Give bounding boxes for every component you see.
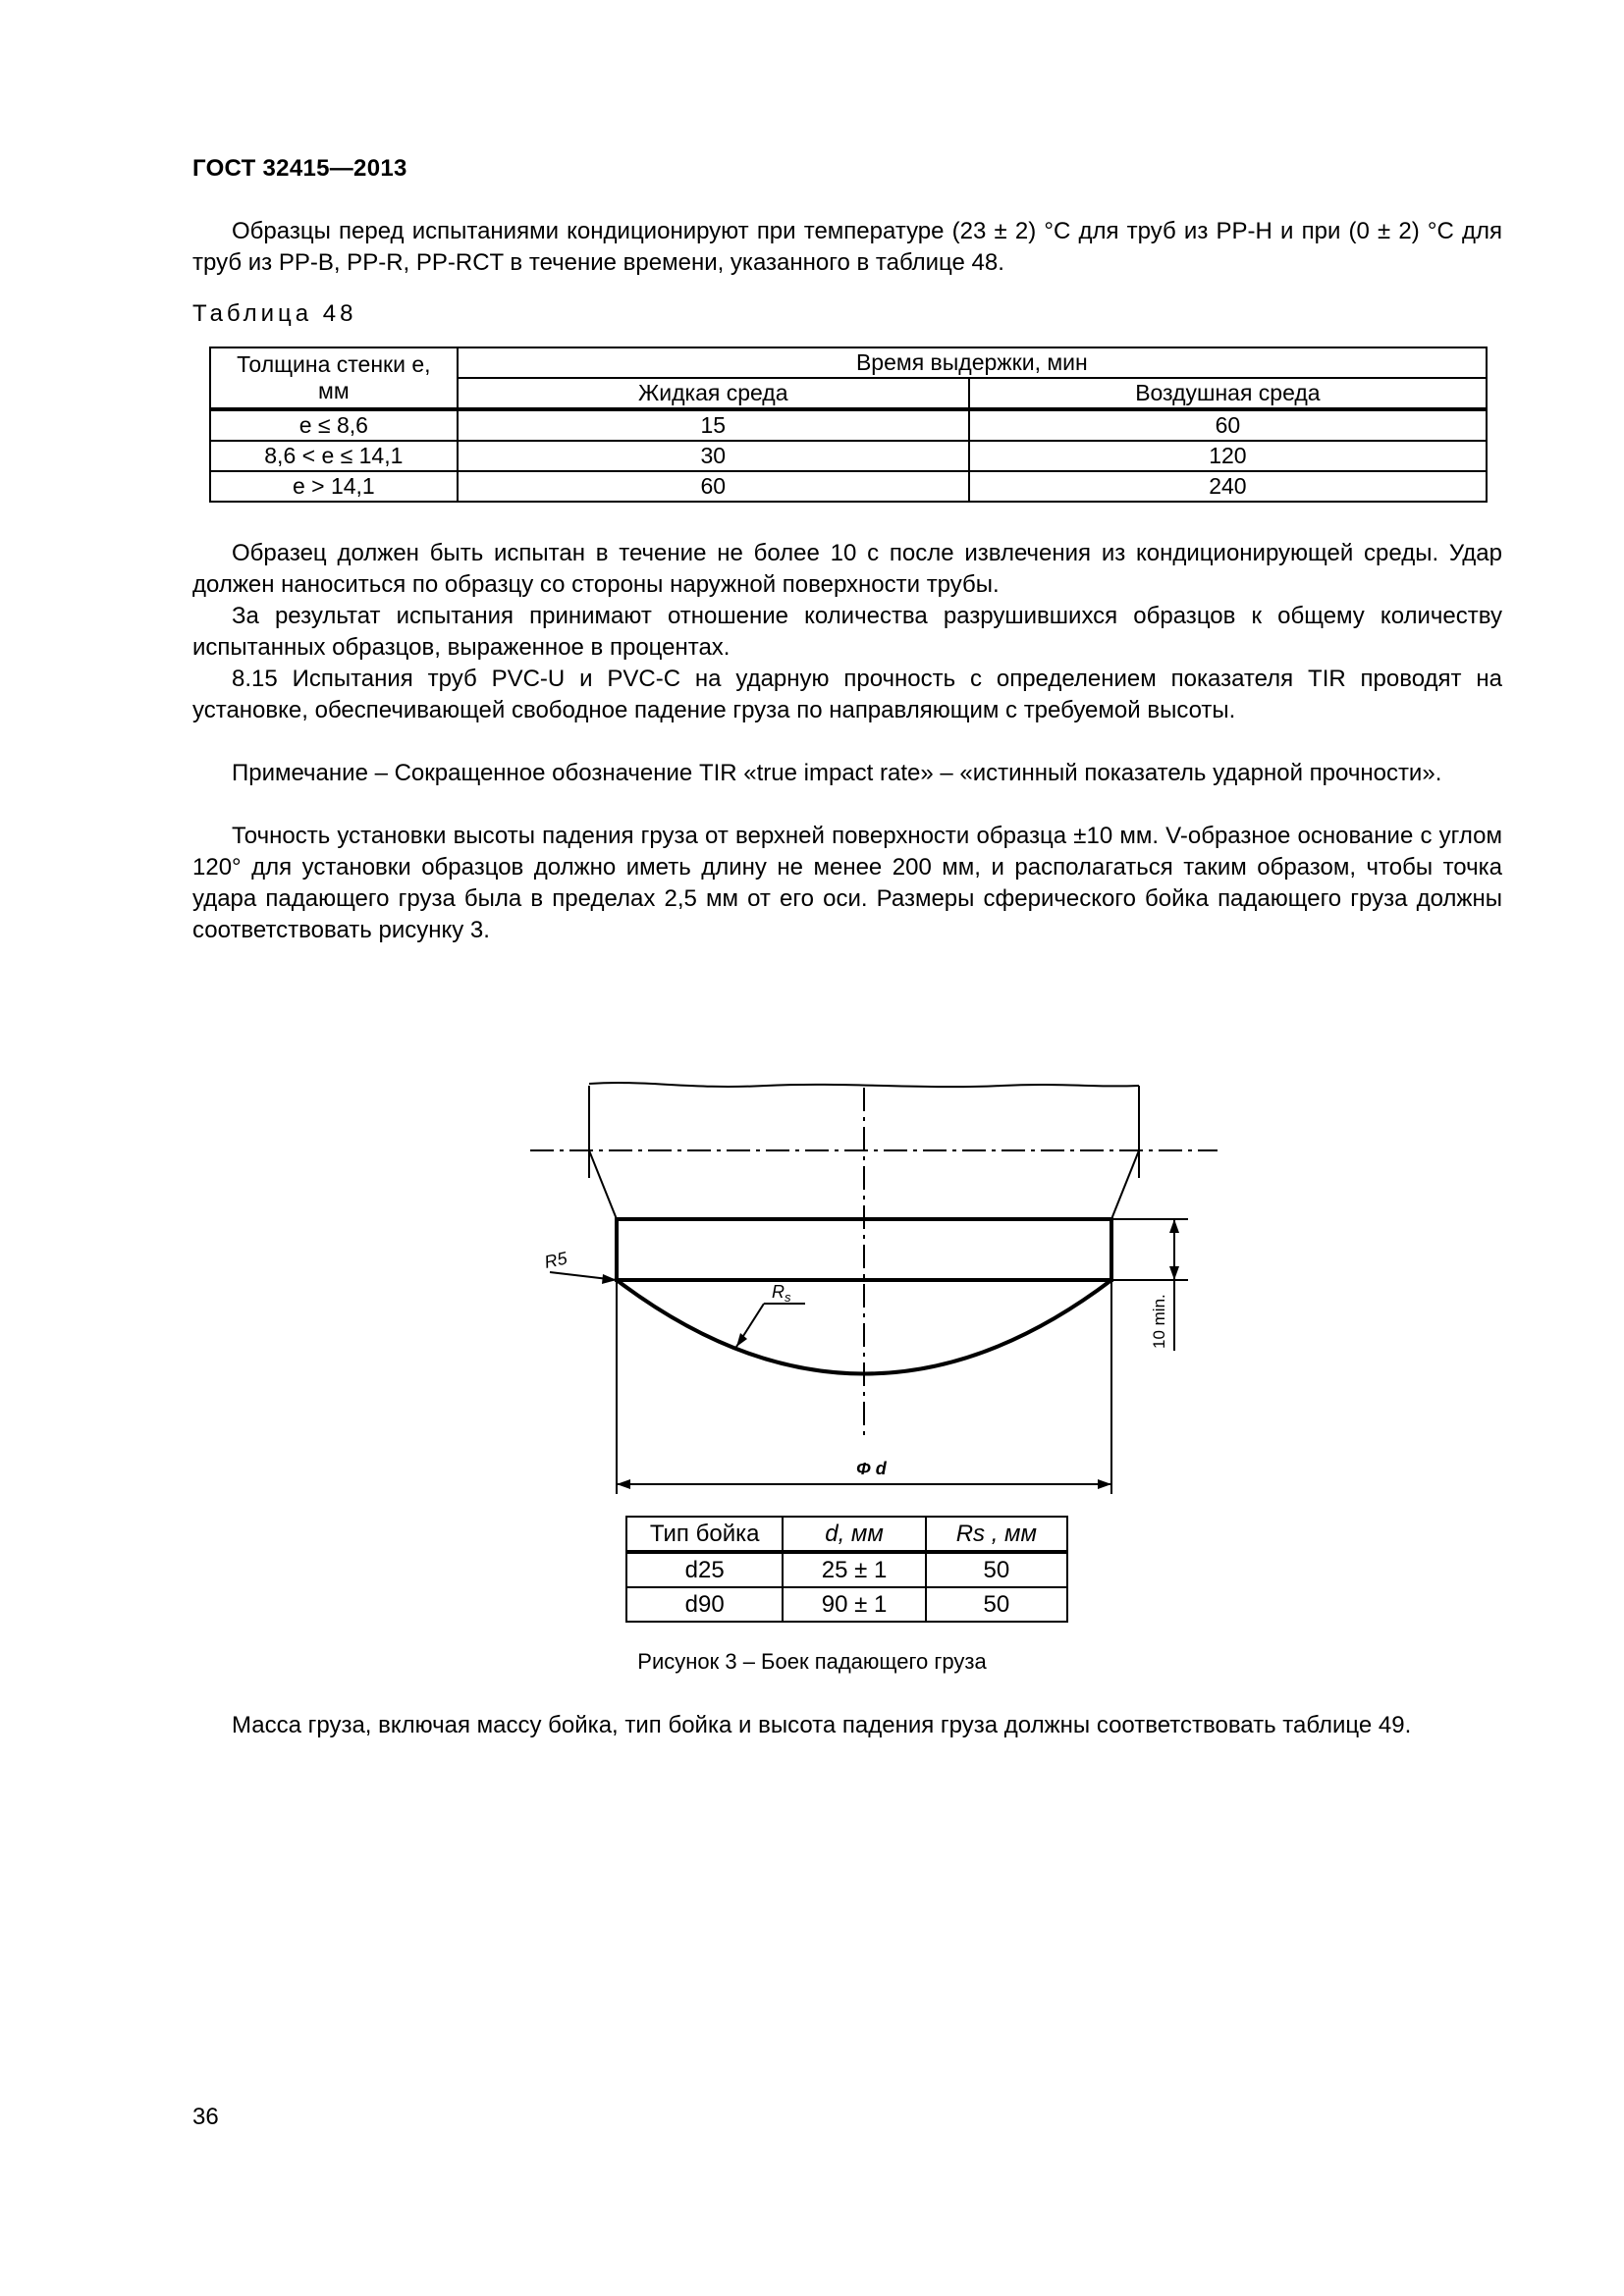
striker-type-cell: d25 <box>626 1552 783 1587</box>
liquid-cell: 60 <box>458 471 969 502</box>
table-row <box>626 1552 1067 1587</box>
thickness-cell: е ≤ 8,6 <box>210 409 458 441</box>
striker-type-header: Тип бойка <box>626 1517 783 1552</box>
table-row <box>210 409 1487 441</box>
rs-label-main: R <box>772 1282 785 1302</box>
striker-types-table <box>625 1516 1068 1623</box>
r5-label: R5 <box>542 1248 569 1272</box>
taper-left <box>589 1150 617 1219</box>
break-line <box>589 1083 1139 1087</box>
taper-right <box>1111 1150 1139 1219</box>
thickness-cell: 8,6 < е ≤ 14,1 <box>210 441 458 471</box>
table-48-header-row <box>210 347 1487 378</box>
min-label: 10 min. <box>1150 1294 1168 1349</box>
rs-cell: 50 <box>926 1587 1067 1622</box>
paragraph-8-15: 8.15 Испытания труб PVC-U и PVC-C на ударную прочность с определением показателя TIR проводят на установке, обеспечивающей свободное падение груза по направляющим с требуемой высоты. <box>192 666 1502 723</box>
rs-label <box>772 1282 791 1305</box>
d-cell: 25 ± 1 <box>783 1552 925 1587</box>
striker-type-cell: d90 <box>626 1587 783 1622</box>
page-number: 36 <box>192 2104 219 2130</box>
table-48-caption: Таблица 48 <box>192 300 357 327</box>
air-cell: 240 <box>969 471 1487 502</box>
arrow-min-top <box>1169 1219 1179 1233</box>
thickness-header-line2: мм <box>318 378 350 403</box>
air-cell: 60 <box>969 409 1487 441</box>
arrow-min-bottom <box>1169 1266 1179 1280</box>
paragraph-test-time: Образец должен быть испытан в течение не более 10 с после извлечения из кондиционирующей среды. Удар должен наноситься по образцу со стороны наружной поверхности трубы. <box>192 540 1502 598</box>
table-row <box>210 441 1487 471</box>
paragraph-mass: Масса груза, включая массу бойка, тип бойка и высота падения груза должны соответствовать таблице 49. <box>232 1712 1412 1738</box>
liquid-medium-header: Жидкая среда <box>458 378 969 409</box>
d-header: d, мм <box>783 1517 925 1552</box>
table-48 <box>209 347 1488 503</box>
rs-label-subscript: s <box>785 1290 791 1305</box>
thickness-cell: е > 14,1 <box>210 471 458 502</box>
table-row <box>210 471 1487 502</box>
arrow-diameter-right <box>1098 1479 1111 1489</box>
document-code: ГОСТ 32415—2013 <box>192 155 407 182</box>
paragraph-accuracy: Точность установки высоты падения груза от верхней поверхности образца ±10 мм. V-образное основание с углом 120° для установки образцов должно иметь длину не менее 200 мм, и располагаться таким образом, чтобы точка удара падающего груза была в пределах 2,5 мм от его оси. Размеры сферического бойка падающего груза должны соответствовать рисунку 3. <box>192 823 1502 943</box>
table-row <box>626 1587 1067 1622</box>
liquid-cell: 15 <box>458 409 969 441</box>
diameter-label: Φ d <box>856 1459 887 1478</box>
striker-drawing <box>511 1050 1237 1502</box>
paragraph-test-result: За результат испытания принимают отношение количества разрушившихся образцов к общему количеству испытанных образцов, выраженное в процентах. <box>192 603 1502 661</box>
arrow-rs <box>736 1333 747 1347</box>
thickness-header-line1: Толщина стенки е, <box>237 351 431 377</box>
striker-table-header <box>626 1517 1067 1552</box>
air-cell: 120 <box>969 441 1487 471</box>
liquid-cell: 30 <box>458 441 969 471</box>
thickness-header-cell <box>210 347 458 409</box>
holding-time-header: Время выдержки, мин <box>458 347 1487 378</box>
d-cell: 90 ± 1 <box>783 1587 925 1622</box>
air-medium-header: Воздушная среда <box>969 378 1487 409</box>
figure-3-caption: Рисунок 3 – Боек падающего груза <box>637 1649 987 1674</box>
paragraph-note: Примечание – Сокращенное обозначение TIR «true impact rate» – «истинный показатель ударной прочности». <box>232 760 1442 786</box>
rs-header: Rs , мм <box>926 1517 1067 1552</box>
arrow-diameter-left <box>617 1479 630 1489</box>
rs-cell: 50 <box>926 1552 1067 1587</box>
paragraph-conditioning: Образцы перед испытаниями кондиционируют при температуре (23 ± 2) °С для труб из PP-H и при (0 ± 2) °С для труб из PP-B, PP-R, PP-RCT в течение времени, указанного в таблице 48. <box>192 218 1502 276</box>
